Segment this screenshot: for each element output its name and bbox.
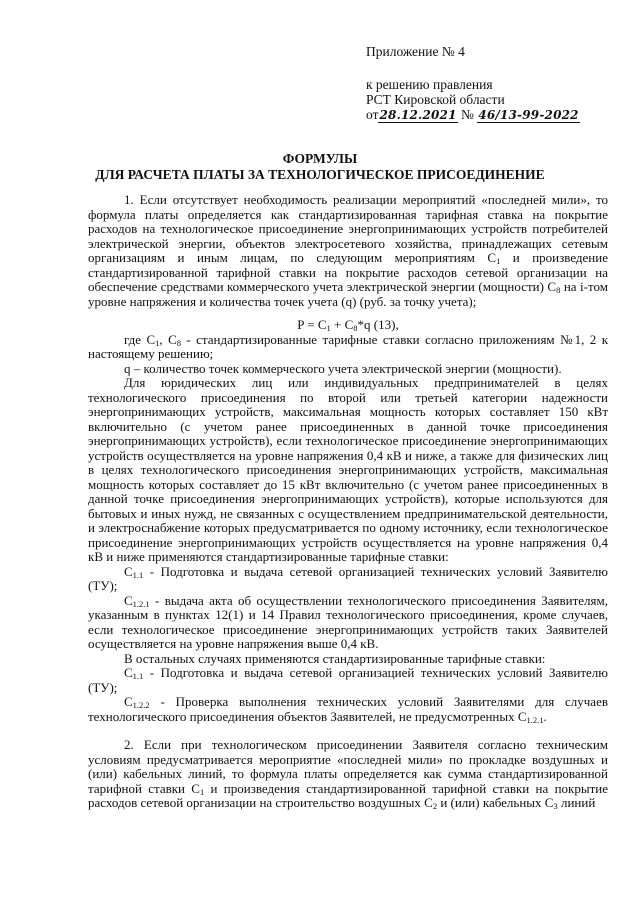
subscript: 1.2.2	[132, 700, 150, 710]
subscript: 1.2.1	[132, 598, 150, 609]
number-sign: №	[461, 107, 474, 122]
text-run: и (или) кабельных С	[437, 795, 554, 810]
text-run: С	[124, 592, 133, 608]
handwritten-number: 46/13-99-2022	[478, 108, 579, 122]
text-run: P = C	[297, 317, 327, 332]
subscript: 1.1	[132, 671, 144, 681]
formula-13	[88, 318, 608, 333]
text-run: С	[124, 694, 133, 709]
subscript: 8	[556, 285, 561, 295]
text-run: + C	[330, 317, 354, 332]
title-line-1: ФОРМУЛЫ	[282, 151, 358, 166]
spacer	[88, 724, 608, 738]
text-run: С	[124, 563, 133, 579]
subscript: 2	[432, 801, 438, 811]
text-run: - Проверка выполнения технических условий Заявителями для случаев технологического присоединения объектов Заявителей, не предусмотренных С	[88, 694, 608, 724]
decision-line: к решению правления	[366, 77, 493, 92]
text-run: и произведения стандартизированной тарифной ставки на покрытие расходов сетевой организации на строительство воздушных С	[88, 780, 608, 810]
subscript: 1	[496, 256, 501, 266]
rate-c11-other	[88, 666, 608, 695]
text-run: *q (13),	[357, 317, 399, 332]
date-number-line	[366, 107, 626, 123]
text-run: , С	[159, 331, 177, 347]
rate-c11	[88, 565, 608, 594]
paragraph-1	[88, 193, 608, 309]
where-clause	[88, 333, 608, 362]
text-run: - Подготовка и выдача сетевой организацией технических условий Заявителю (ТУ);	[88, 563, 608, 593]
text-run: линий	[557, 795, 596, 810]
text-run: - Подготовка и выдача сетевой организацией технических условий Заявителю (ТУ);	[88, 665, 608, 695]
text-run: С	[124, 665, 133, 680]
text-run: - выдача акта об осуществлении технологического присоединения Заявителям, указанным в пунктах 12(1) и 14 Правил технологического присоединения, кроме случаев, если технологическое присоединение энергопринимающих устройств таких Заявителей осуществляется на уровне напряжения выше 0,4 кВ.	[88, 592, 608, 651]
text-run: .	[543, 708, 547, 724]
subscript: 1.2.1	[526, 714, 544, 725]
subscript: 1	[326, 323, 331, 333]
document-title	[40, 151, 600, 183]
subscript: 1	[199, 786, 205, 797]
text-run: на i-том уровне напряжения и количества точек учета (q) (руб. за точку учета);	[88, 279, 608, 309]
authority-line: РСТ Кировской области	[366, 92, 505, 107]
legal-entities-paragraph: Для юридических лиц или индивидуальных предпринимателей в целях технологического присоединения по второй или третьей категории надежности энергопринимающих устройств, максимальная мощность которых составляет 150 кВт включительно (с учетом ранее присоединенных в данной точке присоединения энергопринимающих устройств), если технологическое присоединение энергопринимающих устройств осуществляется на уровне напряжения 0,4 кВ и ниже, а также для физических лиц в целях технологического присоединения энергопринимающих устройств, максимальная мощность которых составляет до 15 кВт включительно (с учетом ранее присоединенных в данной точке присоединения энергопринимающих устройств), которые используются для бытовых и иных нужд, не связанных с осуществлением предпринимательской деятельности, и электроснабжение которых предусматривается по одному источнику, если технологическое присоединение энергопринимающих устройств осуществляется на уровне напряжения 0,4 кВ и ниже применяются стандартизированные тарифные ставки:	[88, 375, 608, 564]
q-definition: q – количество точек коммерческого учета электрической энергии (мощности).	[124, 360, 562, 376]
text-run: где С	[124, 331, 156, 347]
subscript: 1	[155, 337, 160, 348]
text-run: 2. Если при технологическом присоединении Заявителя согласно техническим условиям предусматривается мероприятие «последней мили» по прокладке воздушных и (или) кабельных линий, то формула платы определяется как сумма стандартизированной тарифной ставки С	[88, 737, 608, 796]
handwritten-date: 28.12.2021	[379, 108, 457, 122]
subscript: 8	[353, 323, 358, 333]
other-cases-line: В остальных случаях применяются стандартизированные тарифные ставки:	[124, 650, 546, 666]
document-body	[88, 193, 608, 811]
rate-c122	[88, 695, 608, 724]
text-run: 1. Если отсутствует необходимость реализации мероприятий «последней мили», то формула платы определяется как стандартизированная тарифная ставка на покрытие расходов на технологическое присоединение энергопринимающих устройств потребителей электрической энергии, объектов электросетевого хозяйства, принадлежащих сетевым организациям и иным лицам, по следующим мероприятиям С	[88, 192, 608, 265]
text-run: и произведение стандартизированной тарифной ставки на покрытие расходов сетевой организации на обеспечение средствами коммерческого учета электрической энергии (мощности) С	[88, 250, 608, 294]
subscript: 8	[176, 337, 181, 348]
paragraph-2	[88, 738, 608, 811]
text-run: - стандартизированные тарифные ставки согласно приложениям №1, 2 к настоящему решению;	[88, 331, 609, 361]
appendix-label: Приложение № 4	[366, 44, 465, 59]
subscript: 3	[553, 801, 558, 811]
appendix-header	[366, 44, 626, 123]
rate-c121	[88, 594, 608, 652]
spacer	[366, 59, 626, 77]
from-prefix: от	[366, 107, 379, 122]
title-line-2: ДЛЯ РАСЧЕТА ПЛАТЫ ЗА ТЕХНОЛОГИЧЕСКОЕ ПРИСОЕДИНЕНИЕ	[95, 167, 545, 182]
subscript: 1.1	[132, 569, 144, 580]
